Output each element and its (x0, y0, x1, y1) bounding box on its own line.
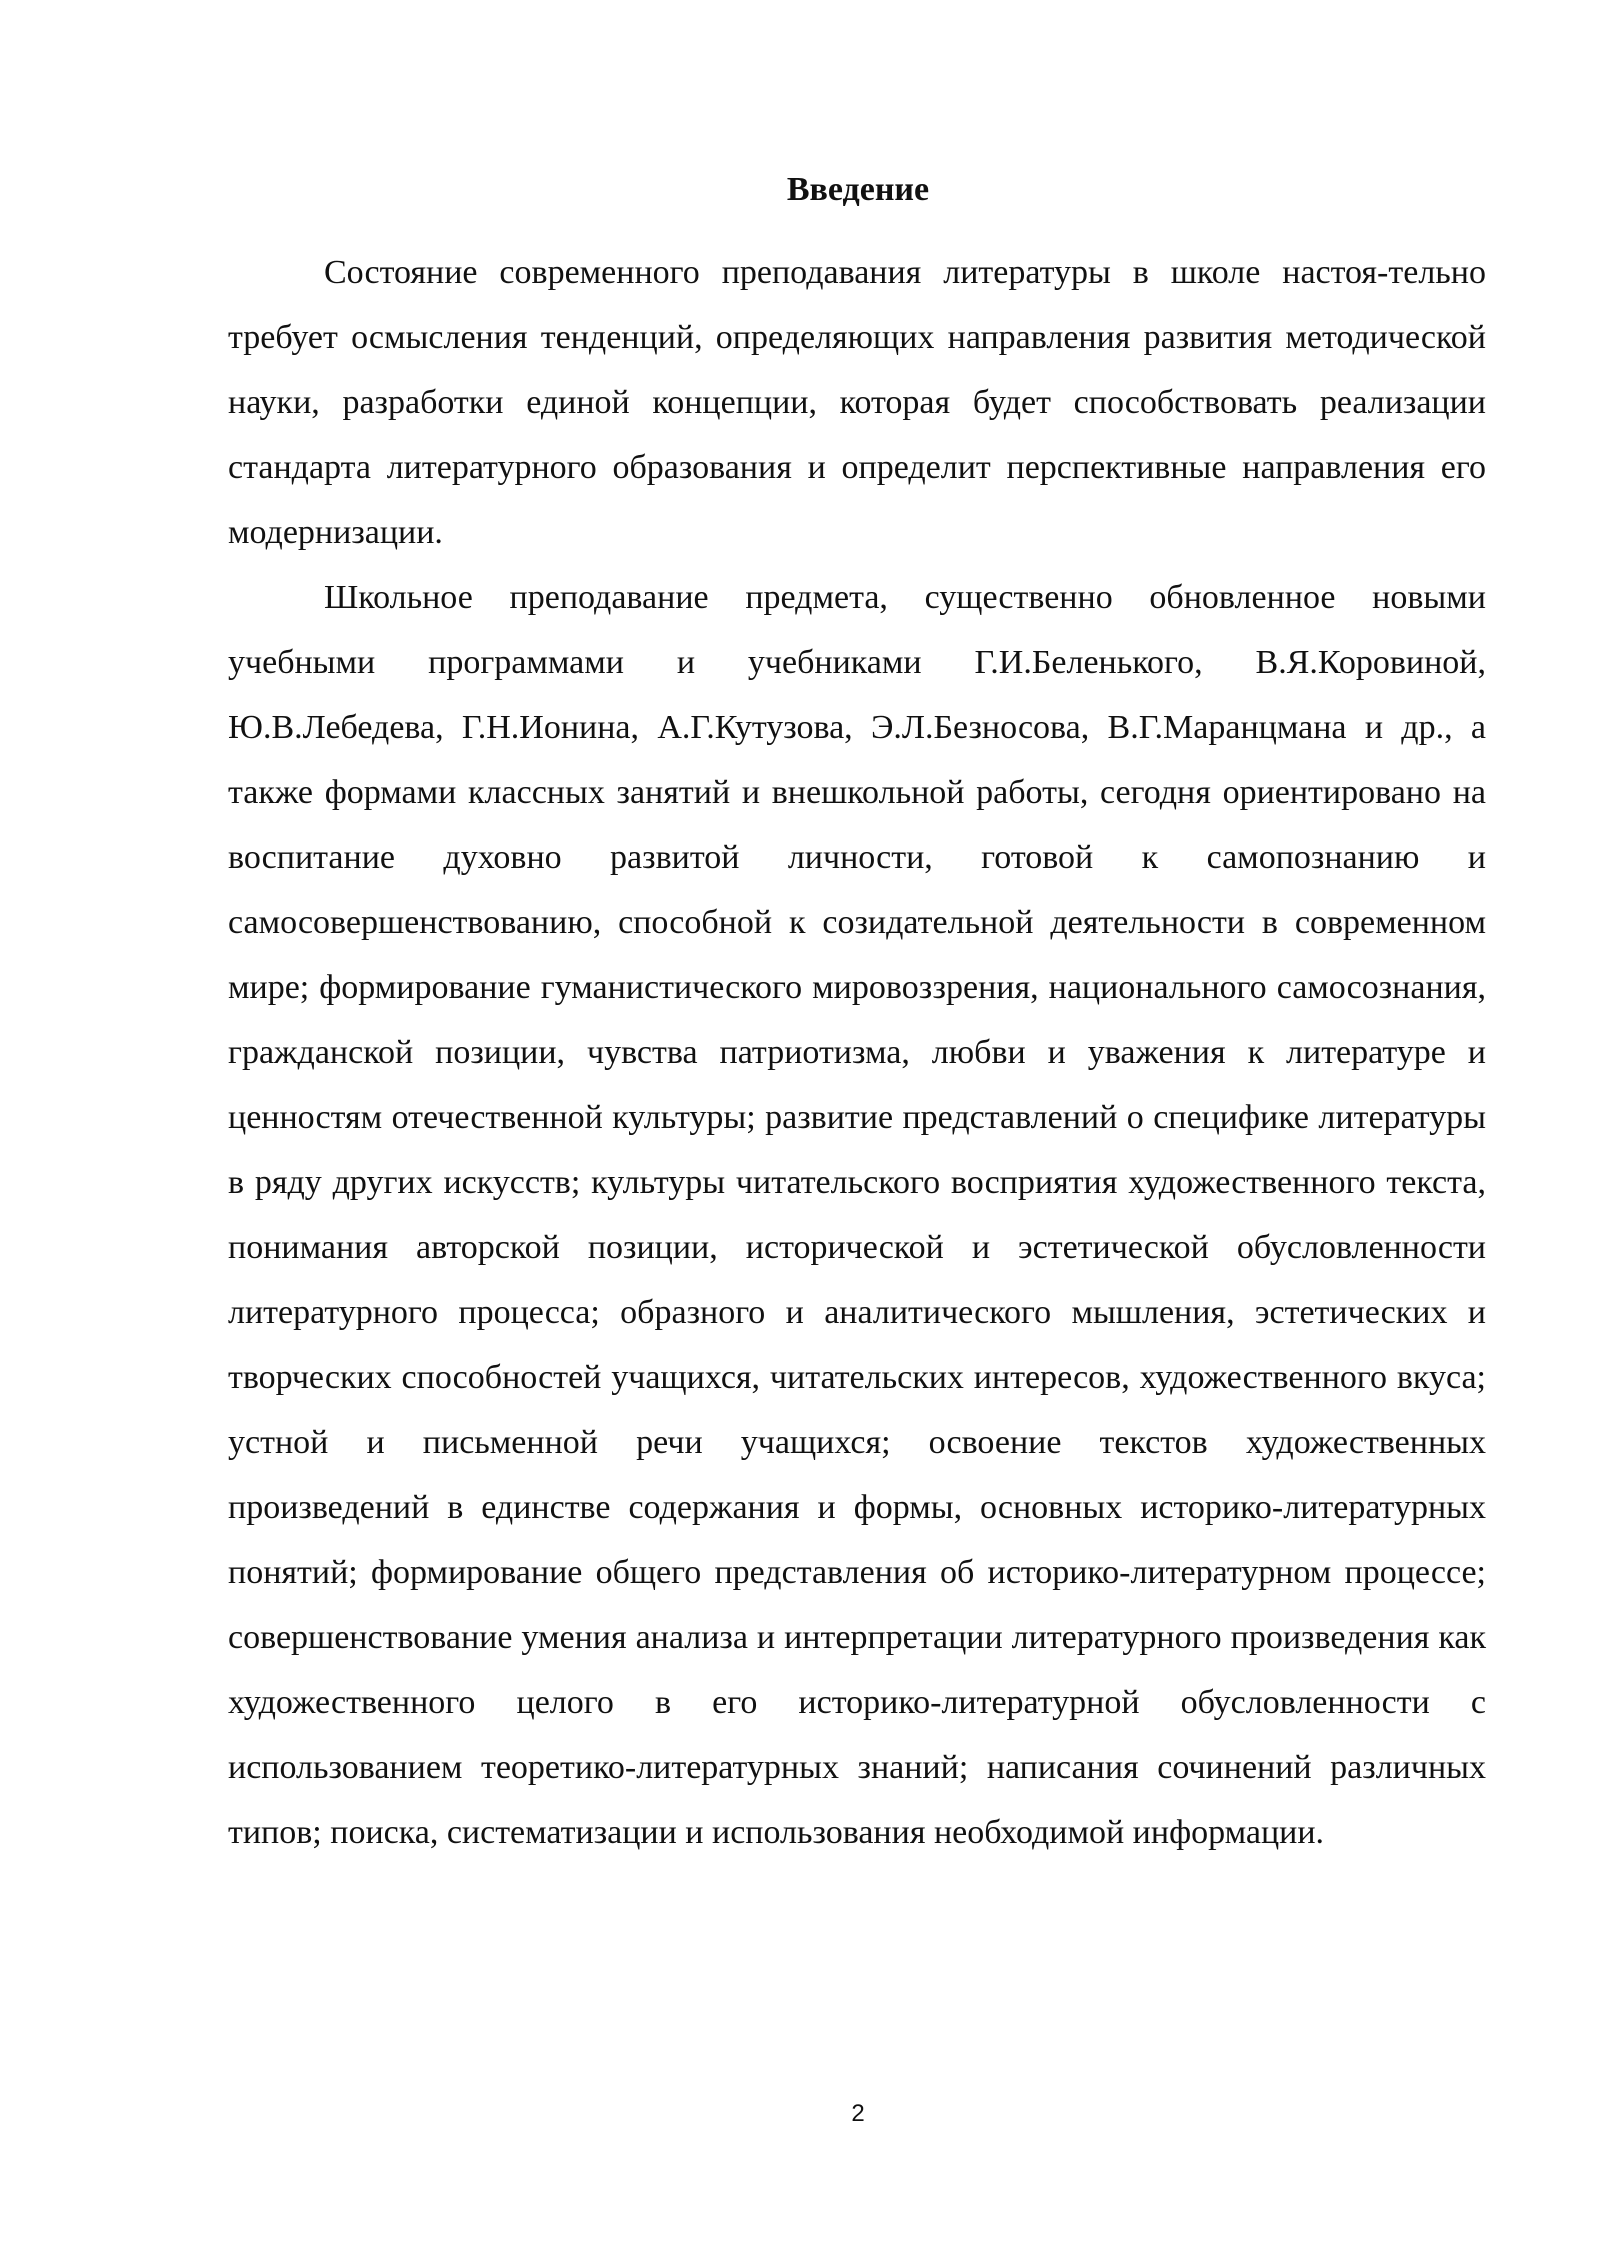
paragraph-1: Состояние современного преподавания литературы в школе настоя-тельно требует осмысления тенденций, определяющих направления развития методической науки, разработки единой концепции, которая будет способствовать реализации стандарта литературного образования и определит перспективные направления его модернизации. (228, 254, 1486, 551)
body-text (228, 240, 1486, 1865)
page-number: 2 (851, 2100, 865, 2127)
paragraph-2: Школьное преподавание предмета, существенно обновленное новыми учебными программами и учебниками Г.И.Беленького, В.Я.Коровиной, Ю.В.Лебедева, Г.Н.Ионина, А.Г.Кутузова, Э.Л.Безносова, В.Г.Маранцмана и др., а также формами классных занятий и внешкольной работы, сегодня ориентировано на воспитание духовно развитой личности, готовой к самопознанию и самосовершенствованию, способной к созидательной деятельности в современном мире; формирование гуманистического мировоззрения, национального самосознания, гражданской позиции, чувства патриотизма, любви и уважения к литературе и ценностям отечественной культуры; развитие представлений о специфике литературы в ряду других искусств; культуры читательского восприятия художественного текста, понимания авторской позиции, исторической и эстетической обусловленности литературного процесса; образного и аналитического мышления, эстетических и творческих способностей учащихся, читательских интересов, художественного вкуса; устной и письменной речи учащихся; освоение текстов художественных произведений в единстве содержания и формы, основных историко-литературных понятий; формирование общего представления об историко-литературном процессе; совершенствование умения анализа и интерпретации литературного произведения как художественного целого в его историко-литературной обусловленности с использованием теоретико-литературных знаний; написания сочинений различных типов; поиска, систематизации и использования необходимой информации. (228, 579, 1486, 1851)
page-title: Введение (786, 171, 930, 208)
